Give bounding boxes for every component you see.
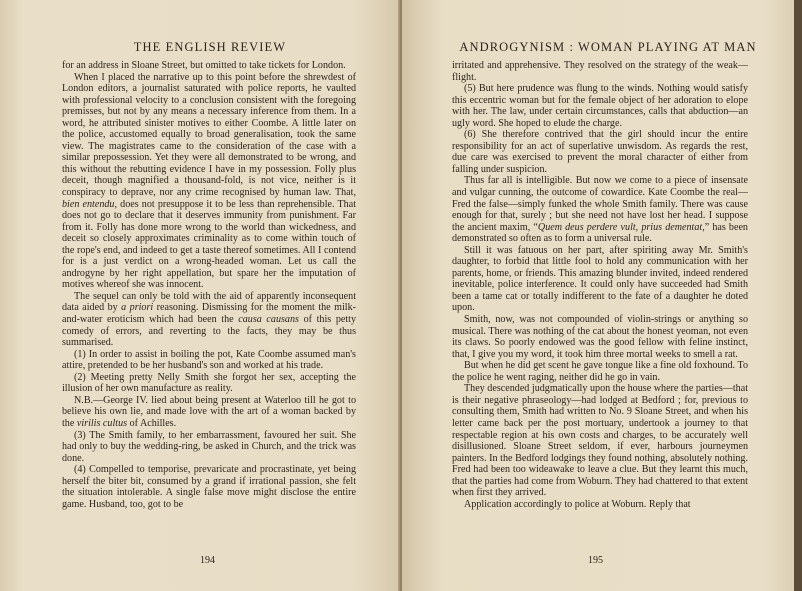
- paragraph: [452, 60, 748, 83]
- text-run: (1) In order to assist in boiling the pot, Kate Coombe assumed man's attire, pretended to be her husband's son and worked at his trade.: [62, 348, 356, 372]
- italic-phrase: bien entendu: [62, 198, 115, 210]
- paragraph: [452, 499, 748, 511]
- text-run: But when he did get scent he gave tongue like a fine old foxhound. To the police he went raging, neither did he go in vain.: [452, 360, 748, 383]
- right-running-head: ANDROGYNISM : WOMAN PLAYING AT MAN: [459, 40, 757, 54]
- text-run: (5) But here prudence was flung to the winds. Nothing would satisfy this eccentric woman but for the female object of her adoration to elope with her. The law, under certain circumstances, calls that abduction—an ugly word. She hoped to elude the charge.: [452, 83, 748, 129]
- paragraph: [62, 430, 356, 465]
- italic-phrase: a priori: [121, 302, 154, 314]
- text-run: Still it was fatuous on her part, after spiriting away Mr. Smith's daughter, to forbid that little fool to hold any communication with her parents, home, or friends. This amazing blunder invited, indeed rendered inevitable, police interference. It could only have succeeded had Smith been a tame cat or totally indifferent to the fate of a daughter he doted upon.: [452, 244, 748, 314]
- paragraph: [62, 60, 356, 72]
- left-page: [0, 0, 400, 591]
- text-run: ” has been demonstrated so often as to form a universal rule.: [452, 221, 748, 245]
- paragraph: [62, 464, 356, 510]
- paragraph: [452, 314, 748, 360]
- right-page-number: 195: [588, 555, 603, 566]
- text-run: The sequel can only be told with the aid of apparently inconsequent data aided by: [62, 290, 356, 314]
- book-edge: [794, 0, 802, 591]
- text-run: reasoning. Dismissing for the moment the milk-and-water eroticism which had been the: [62, 302, 356, 326]
- paragraph: [62, 72, 356, 291]
- text-run: irritated and apprehensive. They resolved on the strategy of the weak—flight.: [452, 60, 748, 83]
- text-run: of this petty comedy of errors, and reverting to the facts, they may be thus summarised.: [62, 314, 356, 349]
- text-run: Application accordingly to police at Woburn. Reply that: [464, 498, 691, 510]
- paragraph: [452, 129, 748, 175]
- left-running-head: THE ENGLISH REVIEW: [133, 40, 287, 54]
- text-run: Thus far all is intelligible. But now we come to a piece of insensate and vulgar cunning, the outcome of cowardice. Kate Coombe the real—Fred the false—simply funked the whole Smith family. There was cause enough for that, surely ; but she need not have lost her head. I suppose the ancient maxim, “: [452, 175, 748, 233]
- text-run: Smith, now, was not compounded of violin-strings or anything so musical. There was nothing of the cat about the honest yeoman, not even its claws. So poorly endowed was the good fellow with feline instinct, that, I give you my word, it took him three mortal weeks to smell a rat.: [452, 314, 748, 360]
- paragraph: [62, 395, 356, 430]
- left-page-text: [62, 60, 356, 510]
- italic-phrase: Quem deus perdere vult, prius dementat,: [537, 221, 705, 233]
- text-run: of Achilles.: [127, 417, 177, 429]
- text-run: (6) She therefore contrived that the girl should incur the entire responsibility for an act of superlative unwisdom. As regards the rest, due care was exercised to prevent the moral character of either from falling under suspicion.: [452, 129, 748, 175]
- text-run: (4) Compelled to temporise, prevaricate and procrastinate, yet being herself the biter bit, consumed by a grand if irrational passion, she felt the situation intolerable. A single false move might disclose the entire game. Husband, too, got to be: [62, 464, 356, 510]
- text-run: , does not presuppose it to be less than reprehensible. That does not go to declare that it deserves immunity from punishment. Far from it. Folly has done more wrong to the world than wickedness, and deceit so closely approximates criminality as to come within touch of the rope's end, and indeed to get a taste thereof sometimes. All I contend for is a just verdict on a wrong-headed woman. Let us call the androgyne by her right appellation, but spare her the imputation of motives whereof she was innocent.: [62, 198, 357, 291]
- paragraph: [452, 175, 748, 244]
- paragraph: [62, 291, 356, 349]
- paragraph: [62, 349, 356, 372]
- paragraph: [62, 372, 356, 395]
- paragraph: [452, 83, 748, 129]
- right-page-text: [452, 60, 748, 510]
- italic-phrase: causa causans: [238, 314, 299, 326]
- paragraph: [452, 245, 748, 314]
- text-run: (2) Meeting pretty Nelly Smith she forgot her sex, accepting the illusion of her own manufacture as reality.: [62, 371, 356, 395]
- paragraph: [452, 360, 748, 383]
- text-run: When I placed the narrative up to this point before the shrewdest of London editors, a journalist saturated with police reports, he vaulted with professional velocity to a conclusion consistent with the foregoing premisses, but not by any means a necessary inference from them. In a word, he attributed sinister motives to either Coombe. A little later on the police, accustomed equally to broad generalisation, took the same view. The magistrates came to the consideration of the case with a similar prepossession. Yet they were all demonstrated to be wrong, and this without the rebutting evidence I have in my possession. Folly plus deceit, though magnified a thousand-fold, is not vice, neither is it conspiracy to deprave, nor any crime recognised by human law. That,: [62, 71, 356, 199]
- text-run: They descended judgmatically upon the house where the parties—that is their negative phraseology—had lodged at Bedford ; for, previous to consulting them, Smith had written to No. 9 Sloane Street, and when his letter came back per the post mortuary, undertook a journey to that respectable region at his own costs and charges, to be accurately well disillusioned. Sloane Street seldom, if ever, harbours journeymen painters. In the Bedford lodgings they found nothing, absolutely nothing. Fred had been too wideawake to leave a clue. But they learnt this much, that the parties had come from Woburn. They had chattered to that extent when first they arrived.: [452, 383, 748, 499]
- right-page: [402, 0, 794, 591]
- text-run: N.B.—George IV. lied about being present at Waterloo till he got to believe his own lie, and made love with the art of a woman backed by the: [62, 394, 356, 429]
- text-run: for an address in Sloane Street, but omitted to take tickets for London.: [62, 60, 346, 71]
- italic-phrase: virilis cultus: [76, 417, 128, 429]
- paragraph: [452, 383, 748, 498]
- text-run: (3) The Smith family, to her embarrassment, favoured her suit. She had only to buy the wedding-ring, be asked in Church, and the trick was done.: [62, 429, 356, 464]
- left-page-number: 194: [200, 555, 215, 566]
